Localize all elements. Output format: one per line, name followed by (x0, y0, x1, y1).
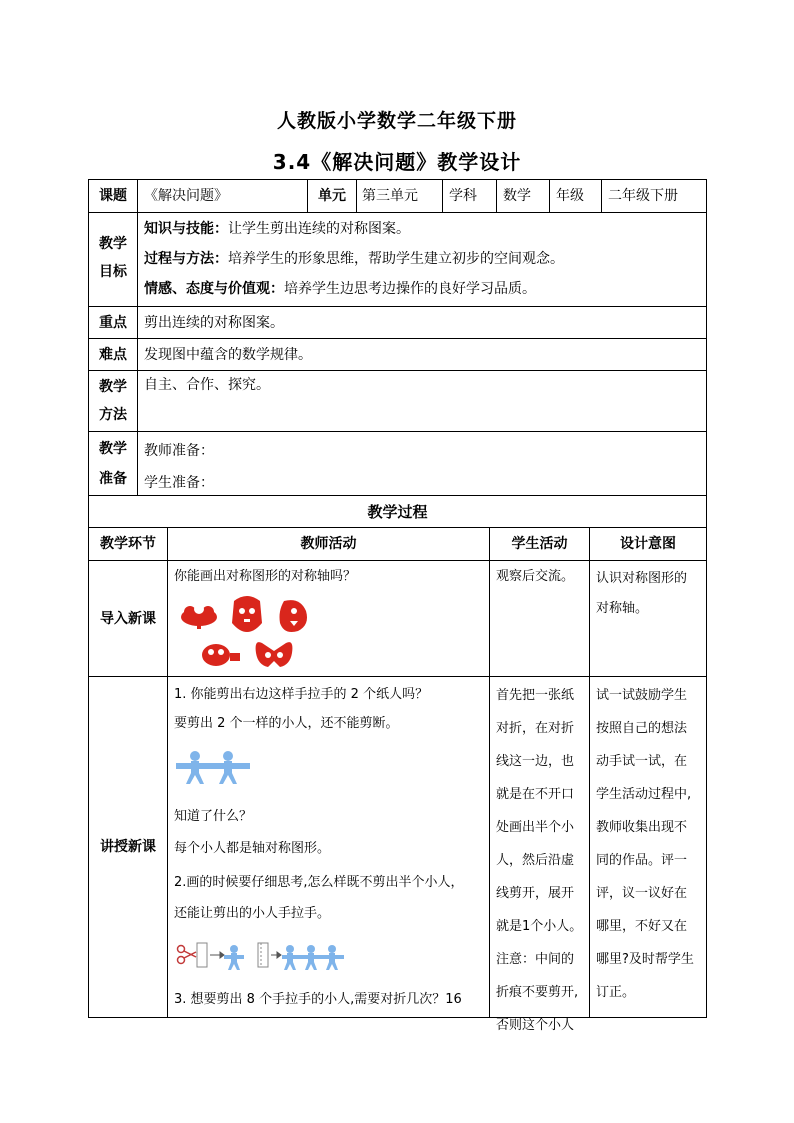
method-label-line2: 方法 (99, 407, 127, 423)
unit-label: 单元 (318, 188, 346, 204)
lesson-teacher-line: 每个小人都是轴对称图形。 (174, 841, 331, 856)
header-intent: 设计意图 (620, 536, 676, 552)
subject-value: 数学 (503, 188, 531, 204)
unit-value: 第三单元 (362, 188, 418, 204)
lesson-teacher-line: 还能让剪出的小人手拉手。 (174, 906, 331, 921)
grade-label: 年级 (556, 188, 584, 204)
goals-label-line2: 目标 (99, 264, 127, 280)
header-teacher: 教师活动 (300, 536, 357, 552)
process-title: 教学过程 (367, 502, 428, 521)
cutting-steps-diagram (176, 940, 346, 972)
goals-label (89, 230, 137, 290)
prep-teacher: 教师准备： (144, 443, 214, 459)
lesson-teacher-activity-2 (174, 802, 486, 928)
arrow-icon (210, 952, 224, 958)
grade-value: 二年级下册 (608, 188, 678, 204)
lesson-teacher-line: 要剪出 2 个一样的小人，还不能剪断。 (174, 716, 399, 731)
arrow-icon (271, 952, 281, 958)
header-stage: 教学环节 (100, 536, 156, 552)
document-subtitle: 3.4《解决问题》教学设计 (272, 150, 522, 174)
goal-item: 情感、态度与价值观：培养学生边思考边操作的良好学习品质。 (144, 281, 536, 297)
course-value: 《解决问题》 (144, 188, 228, 204)
paper-cut-lion-icon (202, 644, 240, 666)
folded-paper-icon (258, 943, 268, 967)
method-text: 自主、合作、探究。 (144, 377, 270, 393)
intro-stage: 导入新课 (100, 610, 156, 627)
lesson-teacher-line: 2.画的时候要仔细思考,怎么样既不剪出半个小人， (174, 875, 464, 890)
lesson-teacher-line: 1. 你能剪出右边这样手拉手的 2 个纸人吗？ (174, 687, 429, 702)
subject-label: 学科 (449, 188, 477, 204)
lesson-intent: 试一试鼓励学生 按照自己的想法 动手试一试，在 学生活动过程中, 教师收集出现不 同的作品。评一 评，议一议好在 哪里，不好又在 哪里?及时帮学生 订正。 (596, 688, 694, 1000)
paper-cut-images (178, 593, 338, 673)
method-label-line1: 教学 (99, 379, 127, 395)
lesson-stage: 讲授新课 (100, 839, 156, 855)
folded-paper-icon (197, 943, 207, 967)
intro-student-text: 观察后交流。 (496, 569, 575, 584)
prep-label (89, 434, 137, 494)
figure-row-icon (282, 945, 344, 970)
intro-teacher-text: 你能画出对称图形的对称轴吗？ (174, 569, 357, 584)
difficulty-label: 难点 (99, 346, 127, 363)
key-text: 剪出连续的对称图案。 (144, 314, 284, 331)
key-label: 重点 (99, 314, 127, 331)
difficulty-text: 发现图中蕴含的数学规律。 (144, 346, 312, 363)
hand-in-hand-figures-icon (176, 750, 250, 784)
paper-cut-flower-icon (181, 604, 217, 629)
lesson-teacher-line: 知道了什么？ (174, 809, 253, 824)
method-label (89, 373, 137, 429)
goals-list (144, 214, 704, 304)
scissors-icon (178, 946, 197, 964)
prep-label-line2: 准备 (99, 471, 127, 487)
intro-intent: 认识对称图形的 对称轴。 (596, 571, 688, 616)
prep-text (144, 435, 704, 499)
course-label: 课题 (99, 188, 127, 204)
goals-label-line1: 教学 (99, 236, 127, 252)
document-title: 人教版小学数学二年级下册 (276, 110, 517, 132)
goal-item: 知识与技能：让学生剪出连续的对称图案。 (144, 221, 410, 237)
goal-item: 过程与方法：培养学生的形象思维，帮助学生建立初步的空间观念。 (144, 251, 564, 267)
header-student: 学生活动 (511, 536, 568, 552)
lesson-student-activity: 首先把一张纸 对折，在对折 线这一边，也 就是在不开口 处画出半个小 人，然后沿虚 线剪开，展开 就是1个小人。 注意：中间的 折痕不要剪开, 否则这个小人 (496, 688, 583, 1033)
lesson-teacher-activity (174, 680, 486, 738)
lesson-teacher-line-3: 3. 想要剪出 8 个手拉手的小人,需要对折几次？16 (174, 992, 462, 1007)
half-figure-icon (224, 945, 244, 970)
prep-label-line1: 教学 (99, 441, 127, 457)
paper-cut-opera-mask-icon (232, 596, 262, 632)
paper-cut-dragon-icon (280, 600, 308, 632)
paper-cut-butterfly-icon (256, 642, 293, 667)
prep-student: 学生准备： (144, 475, 214, 491)
